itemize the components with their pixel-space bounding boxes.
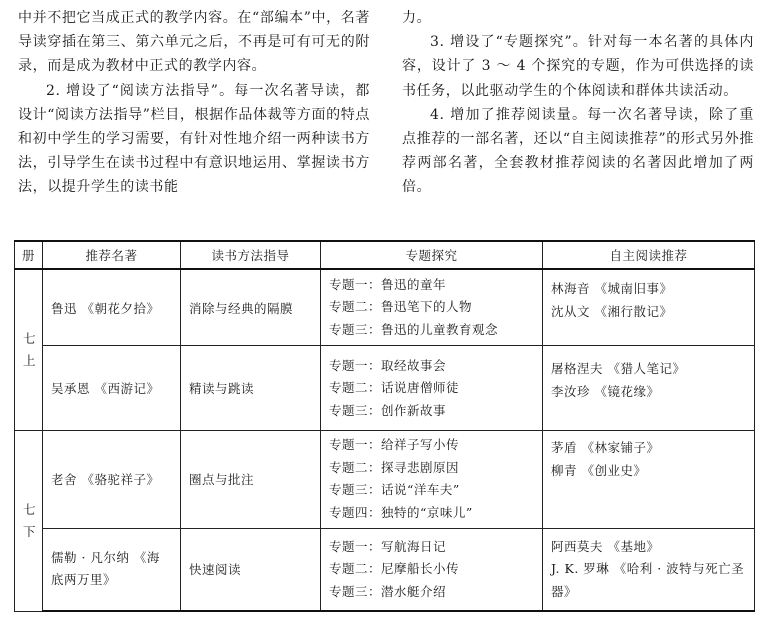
topic-item: 专题二：鲁迅笔下的人物: [329, 299, 473, 315]
reading-guide-table: [14, 240, 755, 612]
table-row: [15, 346, 755, 431]
topic-item: 专题一：鲁迅的童年: [329, 276, 447, 292]
topic-item: 专题一：写航海日记: [329, 538, 447, 554]
method-cell: 快速阅读: [181, 528, 321, 611]
rec-item: 屠格涅夫 《猎人笔记》: [551, 361, 686, 377]
right-text-column: [402, 6, 754, 200]
topic-item: 专题二：尼摩船长小传: [329, 561, 460, 576]
table-row: [15, 528, 755, 611]
book-cell: 儒勒 · 凡尔纳 《海底两万里》: [43, 528, 181, 611]
method-cell: 精读与跳读: [181, 346, 321, 431]
paragraph-1-continuation: 中并不把它当成正式的教学内容。在“部编本”中，名著导读穿插在第三、第六单元之后，不再是可有可无的附录，而是成为教材中正式的教学内容。: [18, 10, 370, 75]
topic-item: 专题三：潜水艇介绍: [329, 583, 447, 599]
book-cell: 吴承恩 《西游记》: [43, 346, 181, 431]
rec-item: 柳青 《创业史》: [551, 462, 647, 478]
book-cell: 鲁迅 《朝花夕拾》: [43, 269, 181, 346]
topic-item: 专题二：话说唐僧师徒: [329, 380, 460, 396]
topics-cell: [321, 269, 543, 346]
topic-item: 专题一：取经故事会: [329, 357, 447, 373]
topic-item: 专题二：探寻悲剧原因: [329, 459, 460, 475]
topics-cell: [321, 346, 543, 431]
volume-char: 七: [23, 501, 37, 517]
header-volume: 册: [15, 241, 43, 269]
volume-char: 下: [23, 523, 37, 539]
table-header-row: [15, 241, 755, 269]
recommendations-cell: [543, 269, 755, 346]
header-book: 推荐名著: [43, 241, 181, 269]
topic-item: 专题三：鲁迅的儿童教育观念: [329, 321, 499, 337]
topic-item: 专题一：给祥子写小传: [329, 437, 460, 453]
header-recommendations: 自主阅读推荐: [543, 241, 755, 269]
volume-cell: [15, 431, 43, 611]
rec-item: 李汝珍 《镜花缘》: [551, 383, 660, 399]
paragraph-4: 4. 增加了推荐阅读量。每一次名著导读，除了重点推荐的一部名著，还以“自主阅读推荐”的形式另外推荐两部名著，全套教材推荐阅读的名著因此增加了两倍。: [402, 106, 754, 196]
book-cell: 老舍 《骆驼祥子》: [43, 431, 181, 528]
recommendations-cell: [543, 346, 755, 431]
topic-item: 专题三：创作新故事: [329, 402, 447, 418]
topic-item: 专题四：独特的“京味儿”: [329, 504, 473, 520]
topics-cell: [321, 528, 543, 611]
rec-item: 林海音 《城南旧事》: [551, 281, 673, 296]
volume-cell: [15, 269, 43, 431]
table-row: [15, 269, 755, 346]
volume-char: 七: [23, 331, 37, 347]
method-cell: 消除与经典的隔膜: [181, 269, 321, 346]
volume-char: 上: [23, 353, 37, 369]
paragraph-2: 2. 增设了“阅读方法指导”。每一次名著导读，都设计“阅读方法指导”栏目，根据作品体裁等方面的特点和初中学生的学习需要，有针对性地介绍一两种读书方法，引导学生在读书过程中有意识地运用、掌握读书方法，以提升学生的读书能: [18, 82, 370, 196]
header-topics: 专题探究: [321, 241, 543, 269]
method-cell: 圈点与批注: [181, 431, 321, 528]
paragraph-2-end: 力。: [402, 10, 432, 26]
topic-item: 专题三：话说“洋车夫”: [329, 482, 460, 498]
rec-item: 阿西莫夫 《基地》: [551, 538, 660, 554]
topics-cell: [321, 431, 543, 528]
rec-item: J. K. 罗琳 《哈利 · 波特与死亡圣器》: [551, 561, 745, 599]
paragraph-3: 3. 增设了“专题探究”。针对每一本名著的具体内容，设计了 3 ～ 4 个探究的专题，作为可供选择的读书任务，以此驱动学生的个体阅读和群体共读活动。: [402, 34, 754, 99]
header-method: 读书方法指导: [181, 241, 321, 269]
left-text-column: [18, 6, 370, 200]
rec-item: 茅盾 《林家铺子》: [551, 440, 660, 456]
recommendations-cell: [543, 528, 755, 611]
recommendations-cell: [543, 431, 755, 528]
rec-item: 沈从文 《湘行散记》: [551, 303, 673, 319]
table-row: [15, 431, 755, 528]
